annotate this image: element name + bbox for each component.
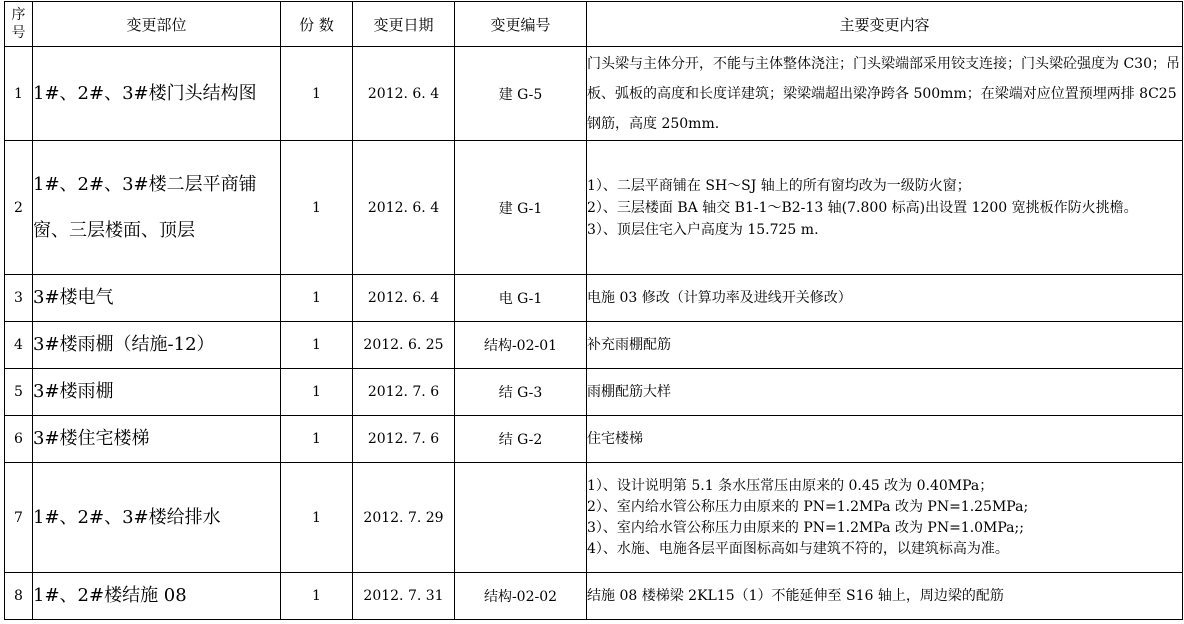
content-line: 补充雨棚配筋	[587, 337, 671, 353]
change-part: 1#、2#、3#楼给排水	[33, 463, 281, 573]
table-row	[5, 463, 1183, 573]
change-date: 2012. 6. 25	[353, 322, 455, 369]
content-line: 3）、顶层住宅入户高度为 15.725 m.	[587, 221, 819, 238]
content-line: 结施 08 楼梯梁 2KL15（1）不能延伸至 S16 轴上，周边梁的配筋	[587, 588, 1004, 604]
change-part: 3#楼雨棚	[33, 369, 281, 416]
change-code	[455, 463, 587, 573]
row-number: 4	[5, 322, 33, 369]
row-number: 6	[5, 416, 33, 463]
change-code: 结构-02-02	[455, 573, 587, 620]
header-date: 变更日期	[353, 2, 455, 47]
content-line: 雨棚配筋大样	[587, 384, 671, 400]
change-content	[587, 369, 1183, 416]
change-part: 3#楼住宅楼梯	[33, 416, 281, 463]
header-content: 主要变更内容	[587, 2, 1183, 47]
content-line: 2）、三层楼面 BA 轴交 B1-1～B2-13 轴(7.800 标高)出设置 1200 宽挑板作防火挑檐。	[587, 199, 1138, 216]
row-number: 3	[5, 275, 33, 322]
change-date: 2012. 7. 31	[353, 573, 455, 620]
copies-count: 1	[281, 573, 353, 620]
table-row	[5, 322, 1183, 369]
change-date: 2012. 7. 6	[353, 369, 455, 416]
table-row	[5, 47, 1183, 141]
change-part: 1#、2#、3#楼门头结构图	[33, 47, 281, 141]
copies-count: 1	[281, 141, 353, 275]
table-row	[5, 275, 1183, 322]
content-line: 1）、二层平商铺在 SH～SJ 轴上的所有窗均改为一级防火窗；	[587, 177, 971, 194]
row-number: 5	[5, 369, 33, 416]
row-number: 1	[5, 47, 33, 141]
change-content	[587, 275, 1183, 322]
change-code: 电 G-1	[455, 275, 587, 322]
header-copies: 份 数	[281, 2, 353, 47]
row-number: 7	[5, 463, 33, 573]
header-code: 变更编号	[455, 2, 587, 47]
change-date: 2012. 6. 4	[353, 275, 455, 322]
change-content	[587, 416, 1183, 463]
change-content	[587, 322, 1183, 369]
table-row	[5, 573, 1183, 620]
copies-count: 1	[281, 416, 353, 463]
row-number: 2	[5, 141, 33, 275]
change-content	[587, 47, 1183, 141]
copies-count: 1	[281, 463, 353, 573]
copies-count: 1	[281, 275, 353, 322]
table-row	[5, 141, 1183, 275]
change-date: 2012. 7. 6	[353, 416, 455, 463]
header-row	[5, 2, 1183, 47]
change-date: 2012. 6. 4	[353, 47, 455, 141]
copies-count: 1	[281, 47, 353, 141]
content-line: 3）、室内给水管公称压力由原来的 PN=1.2MPa 改为 PN=1.0MPa;;	[587, 519, 1024, 536]
change-part: 1#、2#、3#楼二层平商铺窗、三层楼面、顶层	[33, 141, 281, 275]
change-part: 3#楼电气	[33, 275, 281, 322]
change-content	[587, 141, 1183, 275]
design-change-table	[4, 1, 1183, 620]
content-line: 住宅楼梯	[587, 431, 643, 447]
content-line: 1）、设计说明第 5.1 条水压常压由原来的 0.45 改为 0.40MPa；	[587, 477, 994, 494]
header-part: 变更部位	[33, 2, 281, 47]
content-line: 电施 03 修改（计算功率及进线开关修改）	[587, 290, 852, 306]
content-line: 门头梁与主体分开，不能与主体整体浇注；门头梁端部采用铰支连接；门头梁砼强度为 C30；吊板、弧板的高度和长度详建筑；梁梁端超出梁净跨各 500mm；在梁端对应位置预埋两排 8C25 钢筋，高度 250mm.	[587, 55, 1180, 132]
copies-count: 1	[281, 369, 353, 416]
table-row	[5, 416, 1183, 463]
change-code: 结构-02-01	[455, 322, 587, 369]
change-date: 2012. 6. 4	[353, 141, 455, 275]
content-line: 4）、水施、电施各层平面图标高如与建筑不符的，以建筑标高为准。	[587, 540, 1009, 557]
copies-count: 1	[281, 322, 353, 369]
table-row	[5, 369, 1183, 416]
row-number: 8	[5, 573, 33, 620]
change-code: 结 G-3	[455, 369, 587, 416]
change-content	[587, 463, 1183, 573]
change-code: 建 G-5	[455, 47, 587, 141]
change-date: 2012. 7. 29	[353, 463, 455, 573]
change-part: 3#楼雨棚（结施-12）	[33, 322, 281, 369]
change-part: 1#、2#楼结施 08	[33, 573, 281, 620]
content-line: 2）、室内给水管公称压力由原来的 PN=1.2MPa 改为 PN=1.25MPa;	[587, 498, 1029, 515]
change-code: 结 G-2	[455, 416, 587, 463]
change-content	[587, 573, 1183, 620]
header-seq: 序号	[5, 2, 33, 47]
change-code: 建 G-1	[455, 141, 587, 275]
